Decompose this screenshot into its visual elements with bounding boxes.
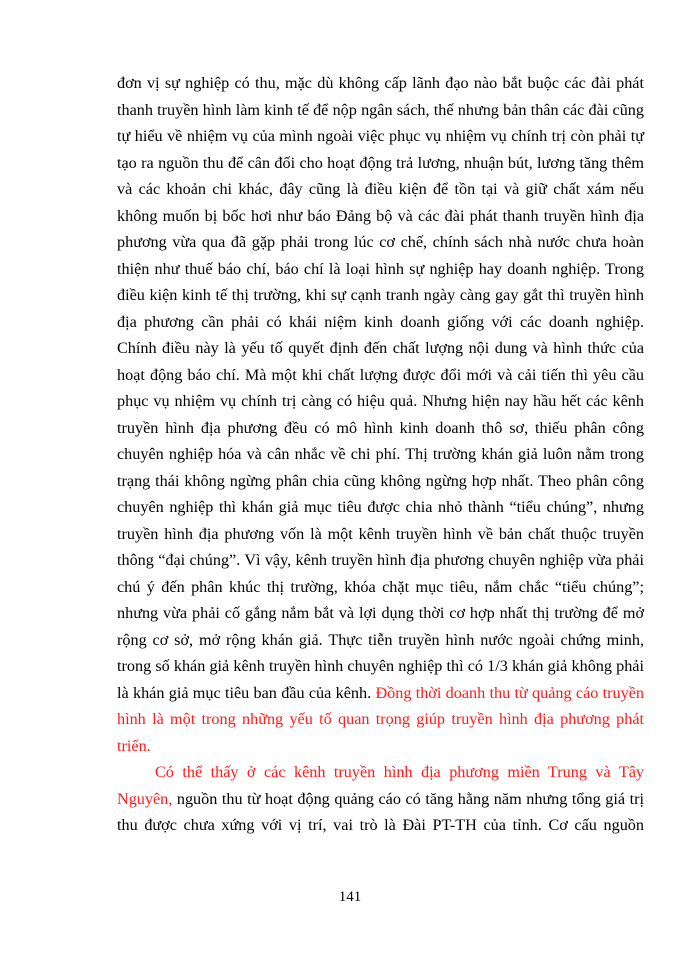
- paragraph-1-red-text: Đồng thời doanh thu từ quảng cáo truyền hình là một trong những yếu tố quan trọng giúp truyền hình địa phương phát triển.: [117, 683, 645, 755]
- body-text: [117, 70, 644, 839]
- paragraph-1-black-text: đơn vị sự nghiệp có thu, mặc dù không cấp lãnh đạo nào bắt buộc các đài phát thanh truyền hình làm kinh tế để nộp ngân sách, thế nhưng bản thân các đài cũng tự hiểu về nhiệm vụ của mình ngoài việc phục vụ nhiệm vụ chính trị còn phải tự tạo ra nguồn thu để cân đối cho hoạt động trả lương, nhuận bút, lương tăng thêm và các khoản chi khác, đây cũng là điều kiện để tồn tại và giữ chất xám nếu không muốn bị bốc hơi như báo Đảng bộ và các đài phát thanh truyền hình địa phương vừa qua đã gặp phải trong lúc cơ chế, chính sách nhà nước chưa hoàn thiện như thuế báo chí, báo chí là loại hình sự nghiệp hay doanh nghiệp. Trong điều kiện kinh tế thị trường, khi sự cạnh tranh ngày càng gay gắt thì truyền hình địa phương cần phải có khái niệm kinh doanh giống với các doanh nghiệp. Chính điều này là yếu tố quyết định đến chất lượng nội dung và hình thức của hoạt động báo chí. Mà một khi chất lượng được đổi mới và cải tiến thì yêu cầu phục vụ nhiệm vụ chính trị càng có hiệu quả. Nhưng hiện nay hầu hết các kênh truyền hình địa phương đều có mô hình kinh doanh thô sơ, thiếu phân công chuyên nghiệp hóa và cân nhắc về chi phí. Thị trường khán giả luôn nằm trong trạng thái không ngừng phân chia cũng không ngừng hợp nhất. Theo phân công chuyên nghiệp thì khán giả mục tiêu được chia nhỏ thành “tiểu chúng”, nhưng truyền hình địa phương vốn là một kênh truyền hình về bản chất thuộc truyền thông “đại chúng”. Vì vậy, kênh truyền hình địa phương chuyên nghiệp vừa phải chú ý đến phân khúc thị trường, khóa chặt mục tiêu, nắm chắc “tiểu chúng”; nhưng vừa phải cố gắng nắm bắt và lợi dụng thời cơ hợp nhất thị trường để mở rộng cơ sở, mở rộng khán giả. Thực tiễn truyền hình nước ngoài chứng minh, trong số khán giả kênh truyền hình chuyên nghiệp thì có 1/3 khán giả không phải là khán giả mục tiêu ban đầu của kênh.: [117, 74, 644, 702]
- paragraph-2-red-text: Có thể thấy ở các kênh truyền hình địa phương miền Trung và Tây Nguyên,: [117, 763, 644, 808]
- paragraph-1: [117, 70, 644, 759]
- paragraph-2: [117, 759, 644, 839]
- page-number: 141: [338, 889, 362, 905]
- paragraph-2-black-text: nguồn thu từ hoạt động quảng cáo có tăng hằng năm nhưng tổng giá trị thu được chưa xứng với vị trí, vai trò là Đài PT-TH của tỉnh. Cơ cấu nguồn: [117, 789, 644, 834]
